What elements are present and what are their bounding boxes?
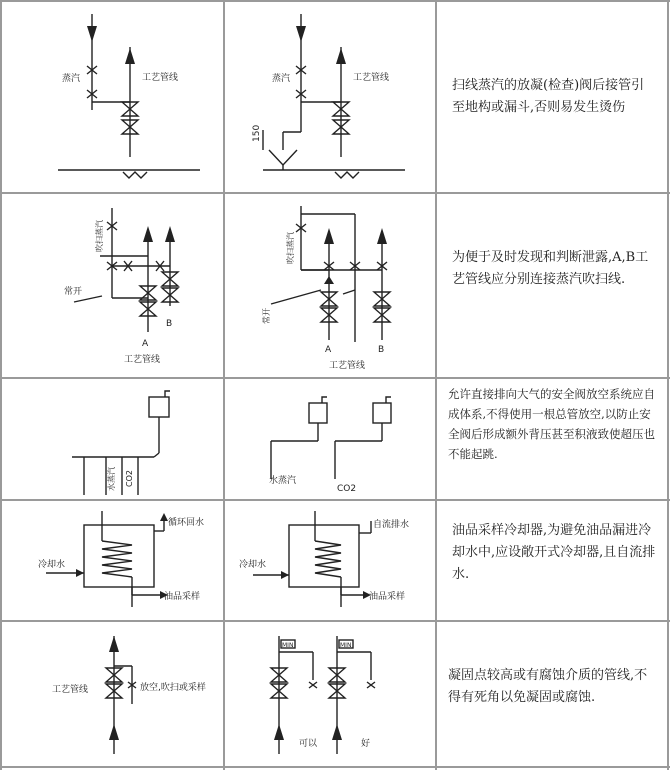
grid-column-divider [435,0,437,770]
purge-steam-diagram-bad [2,194,223,377]
steam-label: 蒸汽 [272,74,291,84]
purge-steam-label: 吹扫蒸汽 [286,232,295,264]
steam-label: 水蒸汽 [269,476,297,486]
row-4-description: 油品采样冷却器,为避免油品漏进冷却水中,应设敞开式冷却器,且自流排水. [452,523,656,582]
sample-cooler-diagram-good [225,501,435,620]
row-5-diagram-left [2,622,223,766]
dimension-label: 150 [252,124,262,142]
process-line-label: 工艺管线 [124,355,161,365]
co2-label: CO2 [125,470,134,487]
line-a-label: A [325,345,332,355]
oil-sample-label: 油品采样 [164,592,201,602]
purge-steam-diagram-good [225,194,435,377]
sample-cooler-diagram-bad [2,501,223,620]
dead-leg-diagram-good [225,622,435,766]
steam-drain-diagram-bad [2,2,223,192]
line-a-label: A [142,339,149,349]
oil-sample-label: 油品采样 [369,592,406,602]
good-label: 好 [361,739,371,749]
row-1-description: 扫线蒸汽的放凝(检查)阀后接管引至地构或漏斗,否则易发生烫伤 [452,78,645,115]
process-line-label: 工艺管线 [142,73,179,83]
co2-label: CO2 [337,484,357,494]
drain-water-label: 自流排水 [373,520,410,530]
cooling-water-label: 冷却水 [239,560,267,570]
ok-label: 可以 [299,739,318,749]
row-1-diagram-right [225,2,435,192]
cooling-water-label: 冷却水 [38,560,66,570]
row-4-diagram-left [2,501,223,620]
row-3-description: 允许直接排向大气的安全阀放空系统应自成体系,不得使用一根总管放空,以防止安全阀后形成额外背压甚至积液致使超压也不能起跳. [448,387,655,461]
row-2-description: 为便于及时发现和判断泄露,A,B工艺管线应分别连接蒸汽吹扫线. [452,250,649,287]
row-5-diagram-right [225,622,435,766]
process-line-label: 工艺管线 [52,685,89,695]
row-3-diagram-left [2,379,223,499]
grid-border-bottom [0,766,670,768]
process-line-label: 工艺管线 [353,73,390,83]
line-b-label: B [378,345,385,355]
row-2-diagram-right [225,194,435,377]
line-b-label: B [166,319,173,329]
process-line-label: 工艺管线 [329,361,366,371]
vent-purge-sample-label: 放空,吹扫或采样 [140,683,206,693]
row-5-description: 凝固点较高或有腐蚀介质的管线,不得有死角以免凝固或腐蚀. [448,668,648,705]
row-3-diagram-right [225,379,435,499]
steam-label: 蒸汽 [62,74,81,84]
min-left-label: MIN [282,642,294,649]
grid-border-right [667,0,669,770]
safety-valve-diagram-bad [2,379,223,499]
steam-drain-diagram-good [225,2,435,192]
row-2-diagram-left [2,194,223,377]
normally-open-label: 常开 [262,308,271,324]
return-water-label: 循环回水 [168,518,205,528]
min-right-label: MIN [340,642,352,649]
row-4-diagram-right [225,501,435,620]
steam-label: 水蒸汽 [107,467,116,491]
normally-open-label: 常开 [64,287,83,297]
row-1-diagram-left [2,2,223,192]
purge-steam-label: 吹扫蒸汽 [95,220,104,252]
safety-valve-diagram-good [225,379,435,499]
dead-leg-diagram-bad [2,622,223,766]
